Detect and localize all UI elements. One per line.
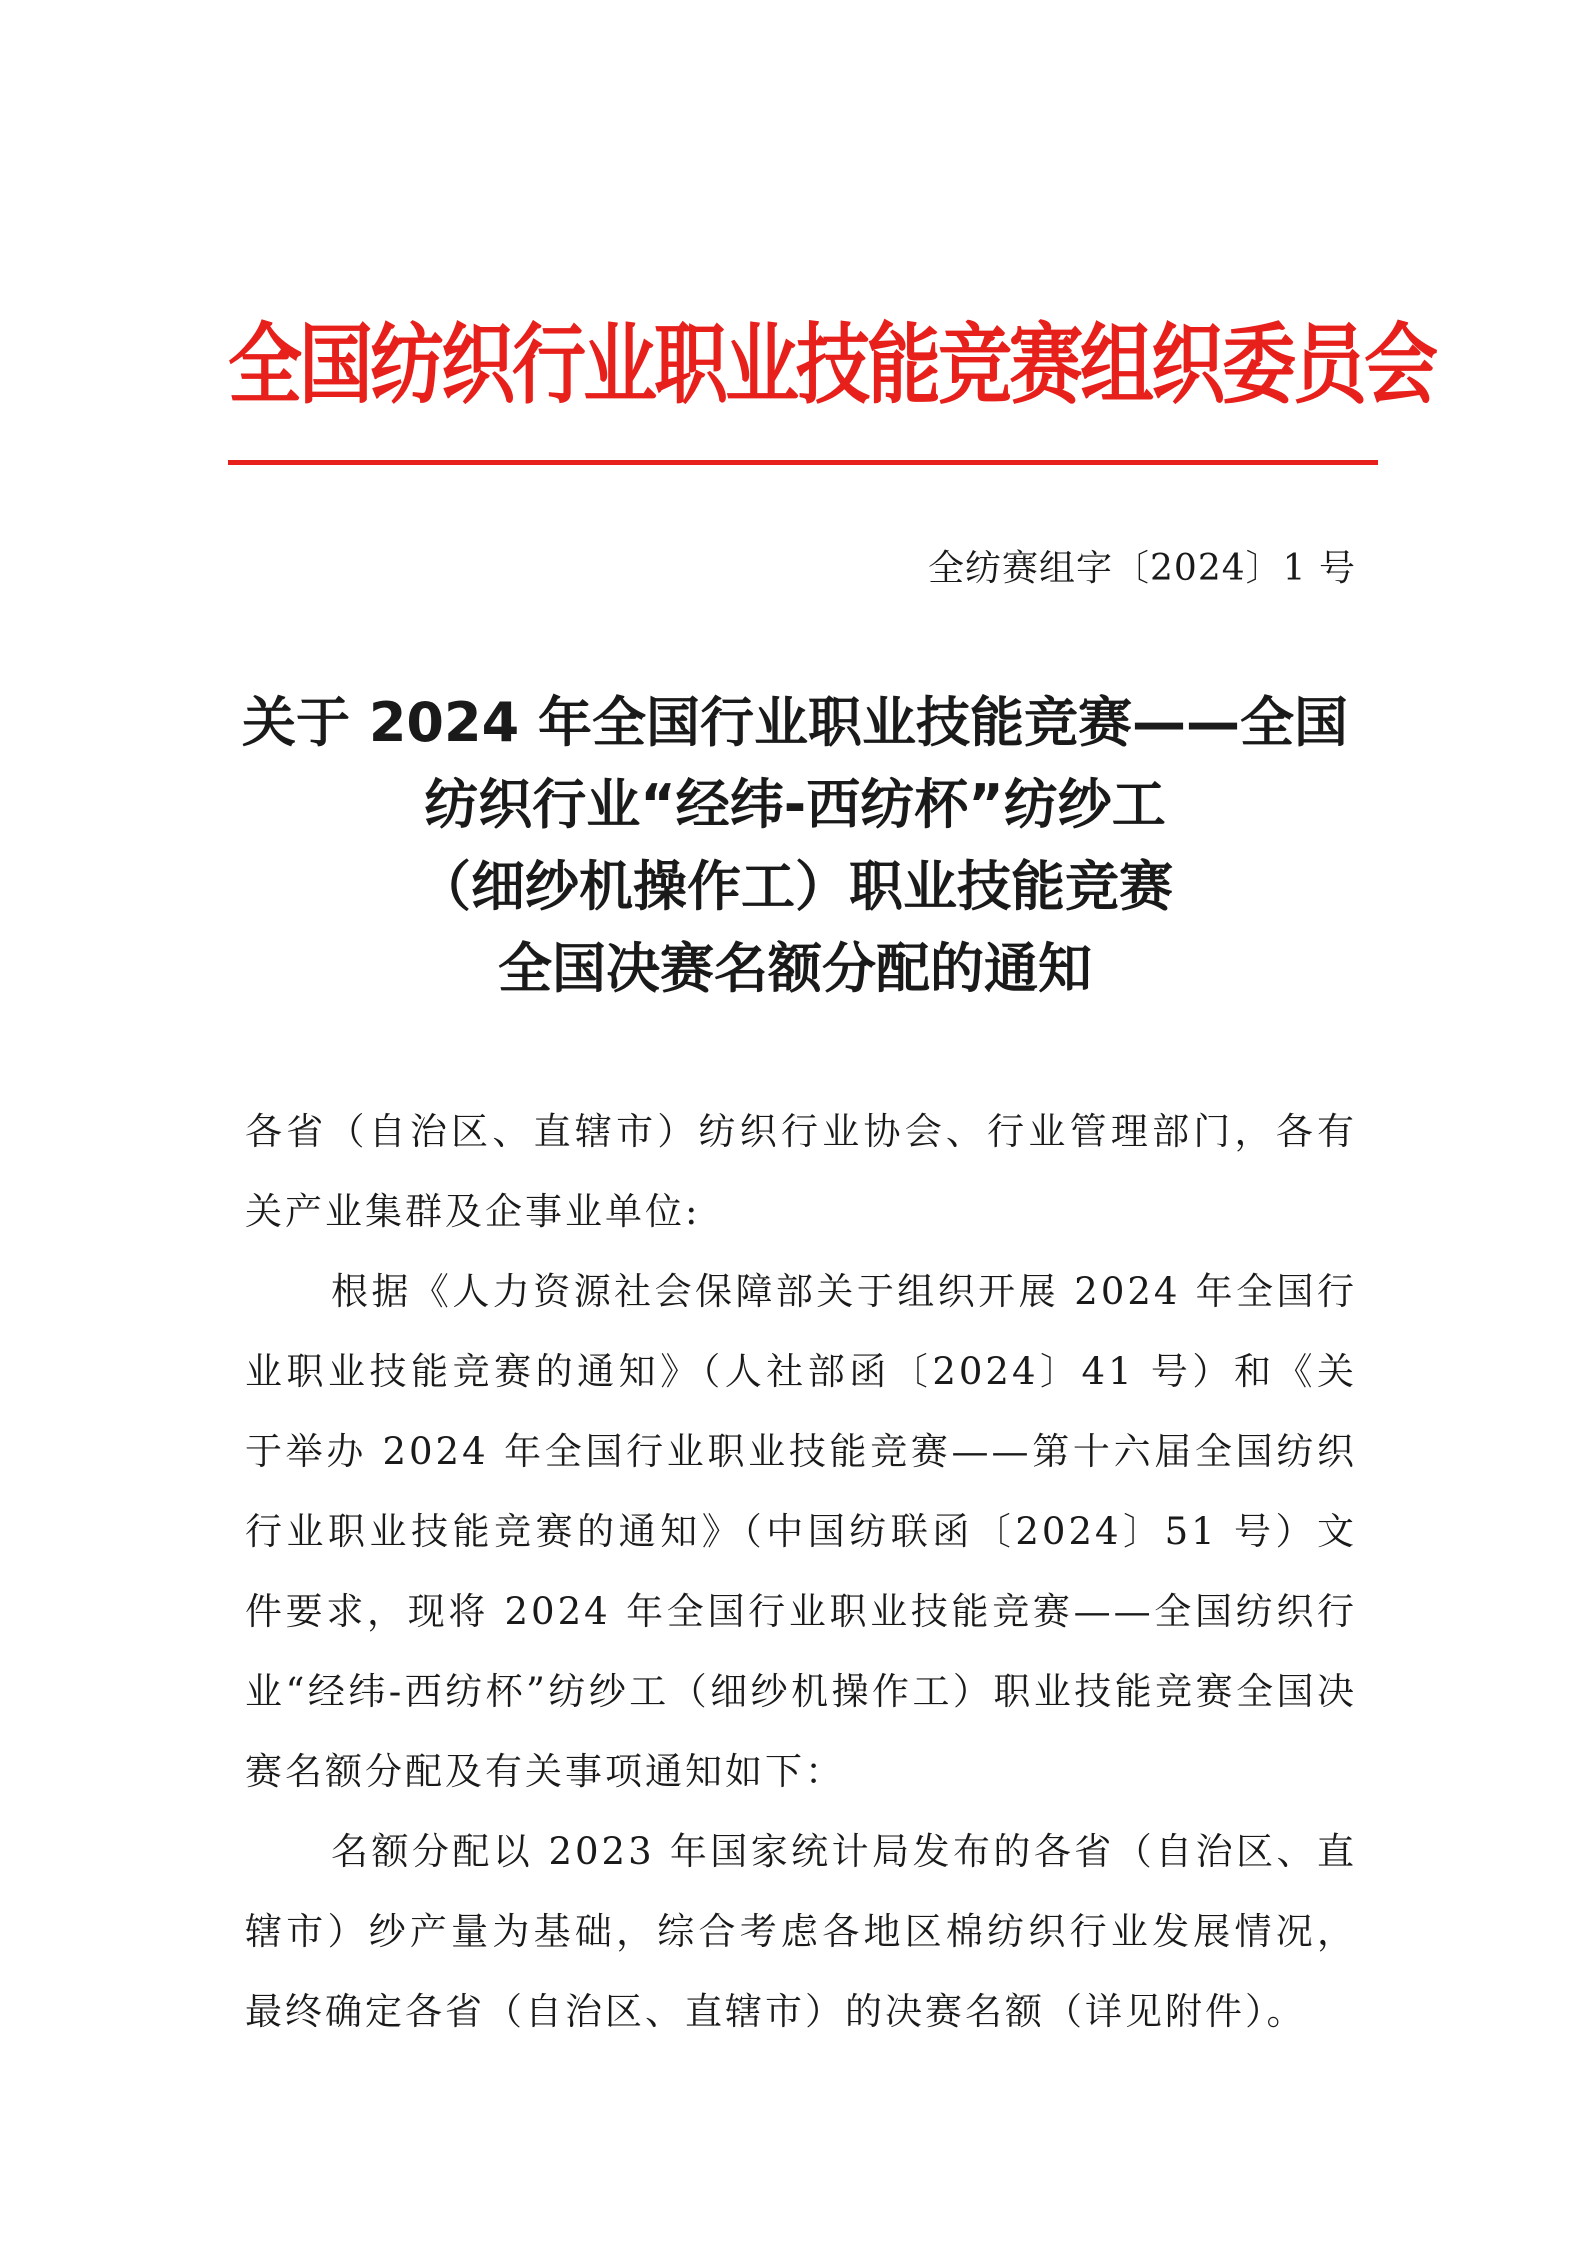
body-paragraph: 名额分配以 2023 年国家统计局发布的各省（自治区、直辖市）纱产量为基础，综合考虑各地区棉纺织行业发展情况，最终确定各省（自治区、直辖市）的决赛名额（详见附件）。 <box>245 1830 1357 2033</box>
document-body <box>245 1092 1357 2052</box>
body-paragraph: 根据《人力资源社会保障部关于组织开展 2024 年全国行业职业技能竞赛的通知》（人社部函〔2024〕41 号）和《关于举办 2024 年全国行业职业技能竞赛——第十六届全国纺织行业职业技能竞赛的通知》（中国纺联函〔2024〕51 号）文件要求，现将 2024 年全国行业职业技能竞赛——全国纺织行业“经纬-西纺杯”纺纱工（细纱机操作工）职业技能竞赛全国决赛名额分配及有关事项通知如下： <box>245 1270 1357 1793</box>
org-header-title: 全国纺织行业职业技能竞赛组织委员会 <box>228 314 1435 417</box>
document-title <box>230 682 1360 1010</box>
document-title-line: （细纱机操作工）职业技能竞赛 <box>417 855 1173 918</box>
header-red-rule <box>228 460 1378 465</box>
salutation: 各省（自治区、直辖市）纺织行业协会、行业管理部门，各有关产业集群及企事业单位: <box>245 1110 1357 1233</box>
document-number: 全纺赛组字〔2024〕1 号 <box>928 548 1356 589</box>
document-title-line: 纺织行业“经纬-西纺杯”纺纱工 <box>424 773 1166 836</box>
document-title-line: 全国决赛名额分配的通知 <box>498 937 1092 1000</box>
document-title-line: 关于 2024 年全国行业职业技能竞赛——全国 <box>242 691 1348 754</box>
